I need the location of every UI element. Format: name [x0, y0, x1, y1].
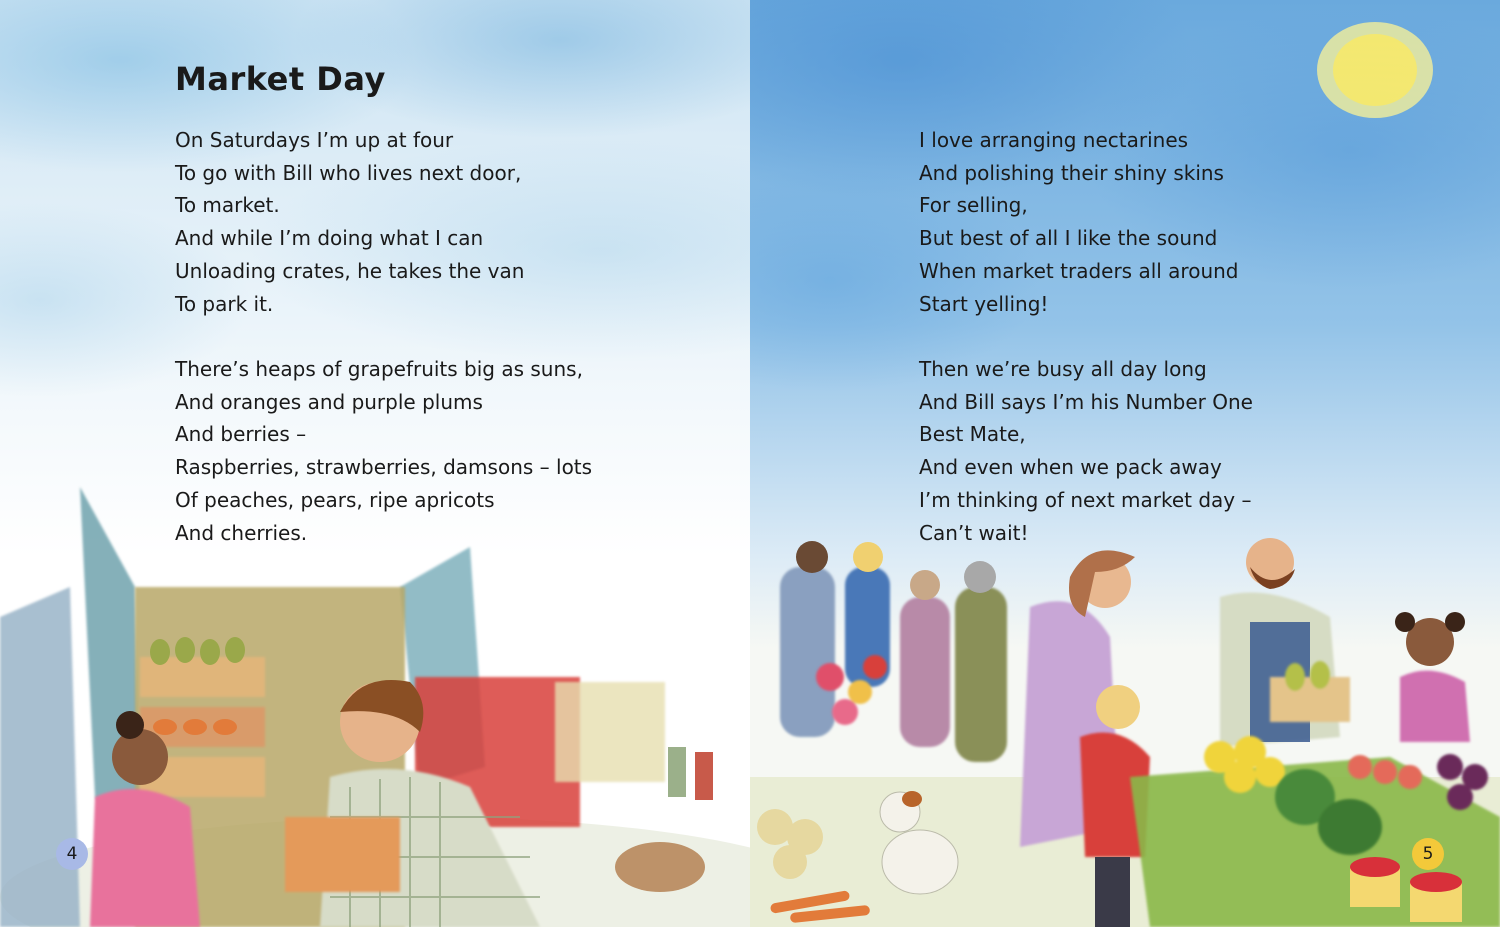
verse-line: There’s heaps of grapefruits big as suns, [175, 357, 583, 381]
verse-line: Start yelling! [919, 291, 1049, 316]
verse-line: I’m thinking of next market day – [919, 487, 1252, 512]
strawberries [1350, 857, 1400, 877]
verse-line: I love arranging nectarines [919, 128, 1189, 152]
girl-bun [116, 711, 144, 739]
verse-line: When market traders all around [919, 258, 1239, 283]
blonde-girl-legs [1095, 857, 1130, 927]
verse-line: But best of all I like the sound [919, 226, 1218, 251]
verse-line: To go with Bill who lives next door, [175, 160, 522, 185]
verse-line: And oranges and purple plums [175, 389, 483, 414]
van-body [0, 587, 80, 927]
girl-body [90, 789, 200, 927]
sun-illustration [1310, 15, 1440, 125]
oranges [153, 719, 237, 735]
crowd-figure [900, 597, 950, 747]
verse-line: On Saturdays I’m up at four [175, 128, 454, 152]
verse-line: And cherries. [175, 520, 308, 545]
cream-truck [555, 682, 665, 782]
verse-line: And Bill says I’m his Number One [919, 389, 1253, 414]
verse-line: Unloading crates, he takes the van [175, 258, 525, 283]
produce-pile [615, 842, 705, 892]
verse-line: To park it. [175, 291, 274, 316]
right-page [750, 0, 1500, 927]
crowd-head [796, 541, 828, 573]
stanza-3 [919, 124, 1239, 320]
bg-figure [695, 752, 713, 800]
verse-line: Raspberries, strawberries, damsons – lots [175, 455, 593, 480]
verse-line: Can’t wait! [919, 520, 1029, 545]
crowd-head [910, 570, 940, 600]
crowd-head [853, 542, 883, 572]
right-girl-body [1400, 671, 1470, 742]
verse-line: And polishing their shiny skins [919, 160, 1224, 185]
dog-body [882, 830, 958, 894]
van-unloading-illustration [0, 467, 750, 927]
verse-line: Of peaches, pears, ripe apricots [175, 487, 495, 512]
verse-line: Best Mate, [919, 422, 1026, 447]
dog-ear [902, 791, 922, 807]
blonde-girl-head [1096, 685, 1140, 729]
page-number-left: 4 [56, 838, 88, 870]
crowd-head [964, 561, 996, 593]
carried-crate [285, 817, 400, 892]
poem-title: Market Day [175, 60, 386, 98]
crowd-figure [780, 567, 835, 737]
right-girl-bun [1445, 612, 1465, 632]
verse-line: And while I’m doing what I can [175, 226, 484, 251]
verse-line: To market. [175, 193, 280, 218]
stanza-1 [175, 124, 524, 320]
strawberries [1410, 872, 1462, 892]
crowd-figure [955, 587, 1007, 762]
girl-head [112, 729, 168, 785]
stanza-4 [919, 353, 1253, 549]
verse-line: Then we’re busy all day long [919, 357, 1207, 381]
market-stall-illustration [750, 527, 1500, 927]
page-number-right: 5 [1412, 838, 1444, 870]
verse-line: For selling, [919, 193, 1028, 218]
verse-line: And berries – [175, 422, 307, 447]
bg-figure [668, 747, 686, 797]
verse-line: And even when we pack away [919, 455, 1222, 480]
right-girl-bun [1395, 612, 1415, 632]
